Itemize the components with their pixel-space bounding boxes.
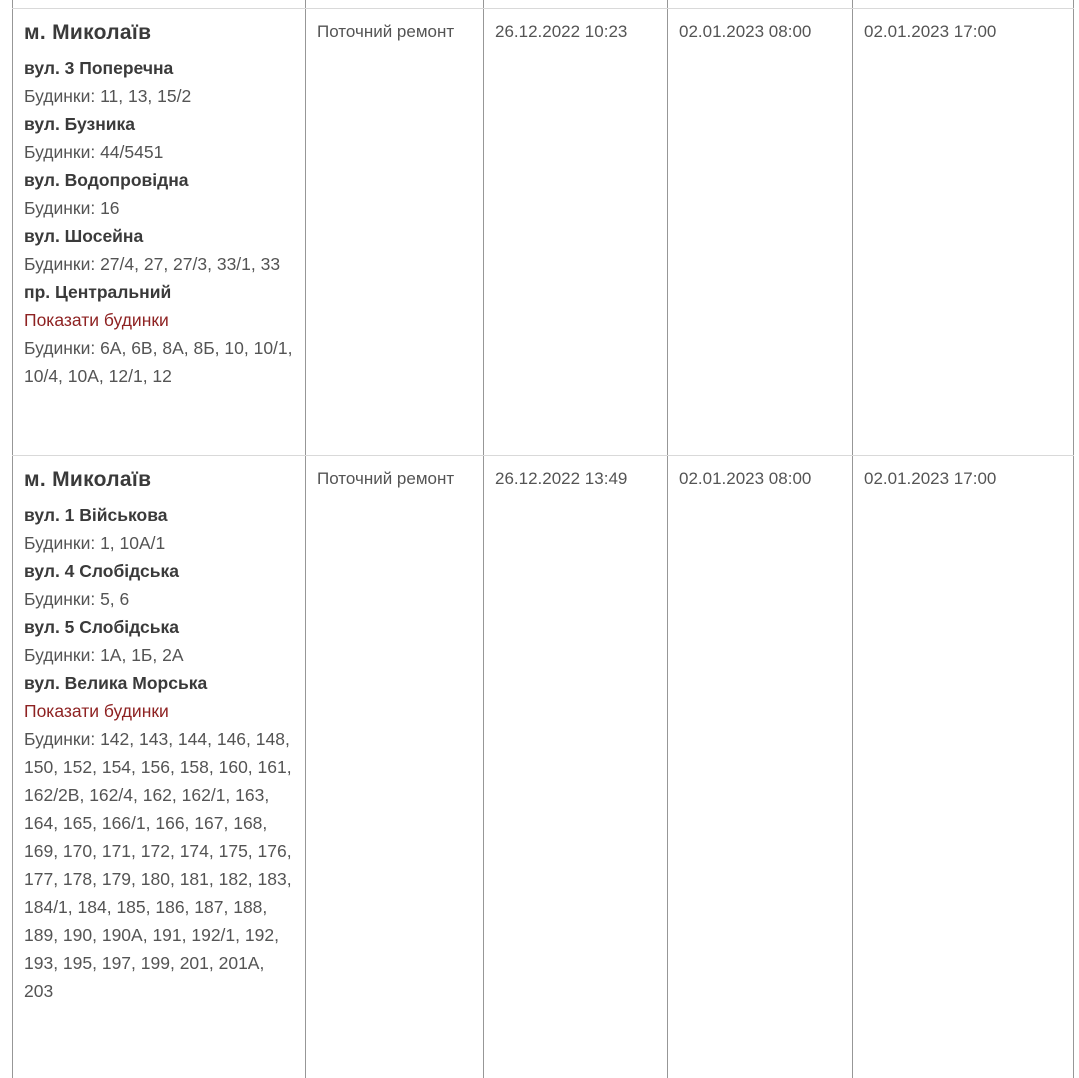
street-name: вул. 1 Військова xyxy=(24,505,168,525)
houses-list: Будинки: 142, 143, 144, 146, 148, 150, 152, 154, 156, 158, 160, 161, 162/2В, 162/4, 162, 162/1, 163, 164, 165, 166/1, 166, 167, 168, 169, 170, 171, 172, 174, 175, 176, 177, 178, 179, 180, 181, 182, 183, 184/1, 184, 185, 186, 187, 188, 189, 190, 190А, 191, 192/1, 192, 193, 195, 197, 199, 201, 201А, 203 xyxy=(24,729,292,1001)
street-name: вул. Велика Морська xyxy=(24,673,208,693)
show-houses-link[interactable]: Показати будинки xyxy=(24,310,169,330)
street-name: вул. Шосейна xyxy=(24,226,144,246)
location-cell xyxy=(13,0,306,9)
work-type-cell xyxy=(306,0,484,9)
report-time-value: 26.12.2022 13:49 xyxy=(495,469,628,488)
start-time-value: 02.01.2023 08:00 xyxy=(679,469,812,488)
houses-list: Будинки: 11, 13, 15/2 xyxy=(24,86,192,106)
start-time-cell xyxy=(668,0,853,9)
houses-list: Будинки: 1, 10А/1 xyxy=(24,533,166,553)
start-time-cell xyxy=(668,9,853,456)
table-row-previous-remnant xyxy=(13,0,1074,9)
street-name: пр. Центральний xyxy=(24,282,172,302)
table-row xyxy=(13,9,1074,456)
work-type-label: Поточний ремонт xyxy=(317,469,455,488)
houses-list: Будинки: 1А, 1Б, 2А xyxy=(24,645,184,665)
street-name: вул. Водопровідна xyxy=(24,170,189,190)
table-row xyxy=(13,456,1074,1078)
street-name: вул. 3 Поперечна xyxy=(24,58,174,78)
outage-schedule-table xyxy=(12,0,1074,1078)
end-time-cell xyxy=(853,9,1074,456)
houses-list: Будинки: 5, 6 xyxy=(24,589,130,609)
street-name: вул. 5 Слобідська xyxy=(24,617,180,637)
start-time-value: 02.01.2023 08:00 xyxy=(679,22,812,41)
report-time-cell xyxy=(484,9,668,456)
end-time-value: 02.01.2023 17:00 xyxy=(864,22,997,41)
street-name: вул. Бузника xyxy=(24,114,136,134)
show-houses-link[interactable]: Показати будинки xyxy=(24,701,169,721)
city-name: м. Миколаїв xyxy=(24,468,152,491)
start-time-cell xyxy=(668,456,853,1078)
end-time-cell xyxy=(853,0,1074,9)
report-time-cell xyxy=(484,0,668,9)
street-name: вул. 4 Слобідська xyxy=(24,561,180,581)
city-name: м. Миколаїв xyxy=(24,21,152,44)
report-time-cell xyxy=(484,456,668,1078)
report-time-value: 26.12.2022 10:23 xyxy=(495,22,628,41)
houses-list: Будинки: 6А, 6В, 8А, 8Б, 10, 10/1, 10/4, 10А, 12/1, 12 xyxy=(24,338,293,386)
work-type-label: Поточний ремонт xyxy=(317,22,455,41)
location-cell xyxy=(13,456,306,1078)
end-time-cell xyxy=(853,456,1074,1078)
houses-list: Будинки: 16 xyxy=(24,198,120,218)
work-type-cell xyxy=(306,456,484,1078)
work-type-cell xyxy=(306,9,484,456)
location-cell xyxy=(13,9,306,456)
houses-list: Будинки: 27/4, 27, 27/3, 33/1, 33 xyxy=(24,254,281,274)
houses-list: Будинки: 44/5451 xyxy=(24,142,164,162)
end-time-value: 02.01.2023 17:00 xyxy=(864,469,997,488)
